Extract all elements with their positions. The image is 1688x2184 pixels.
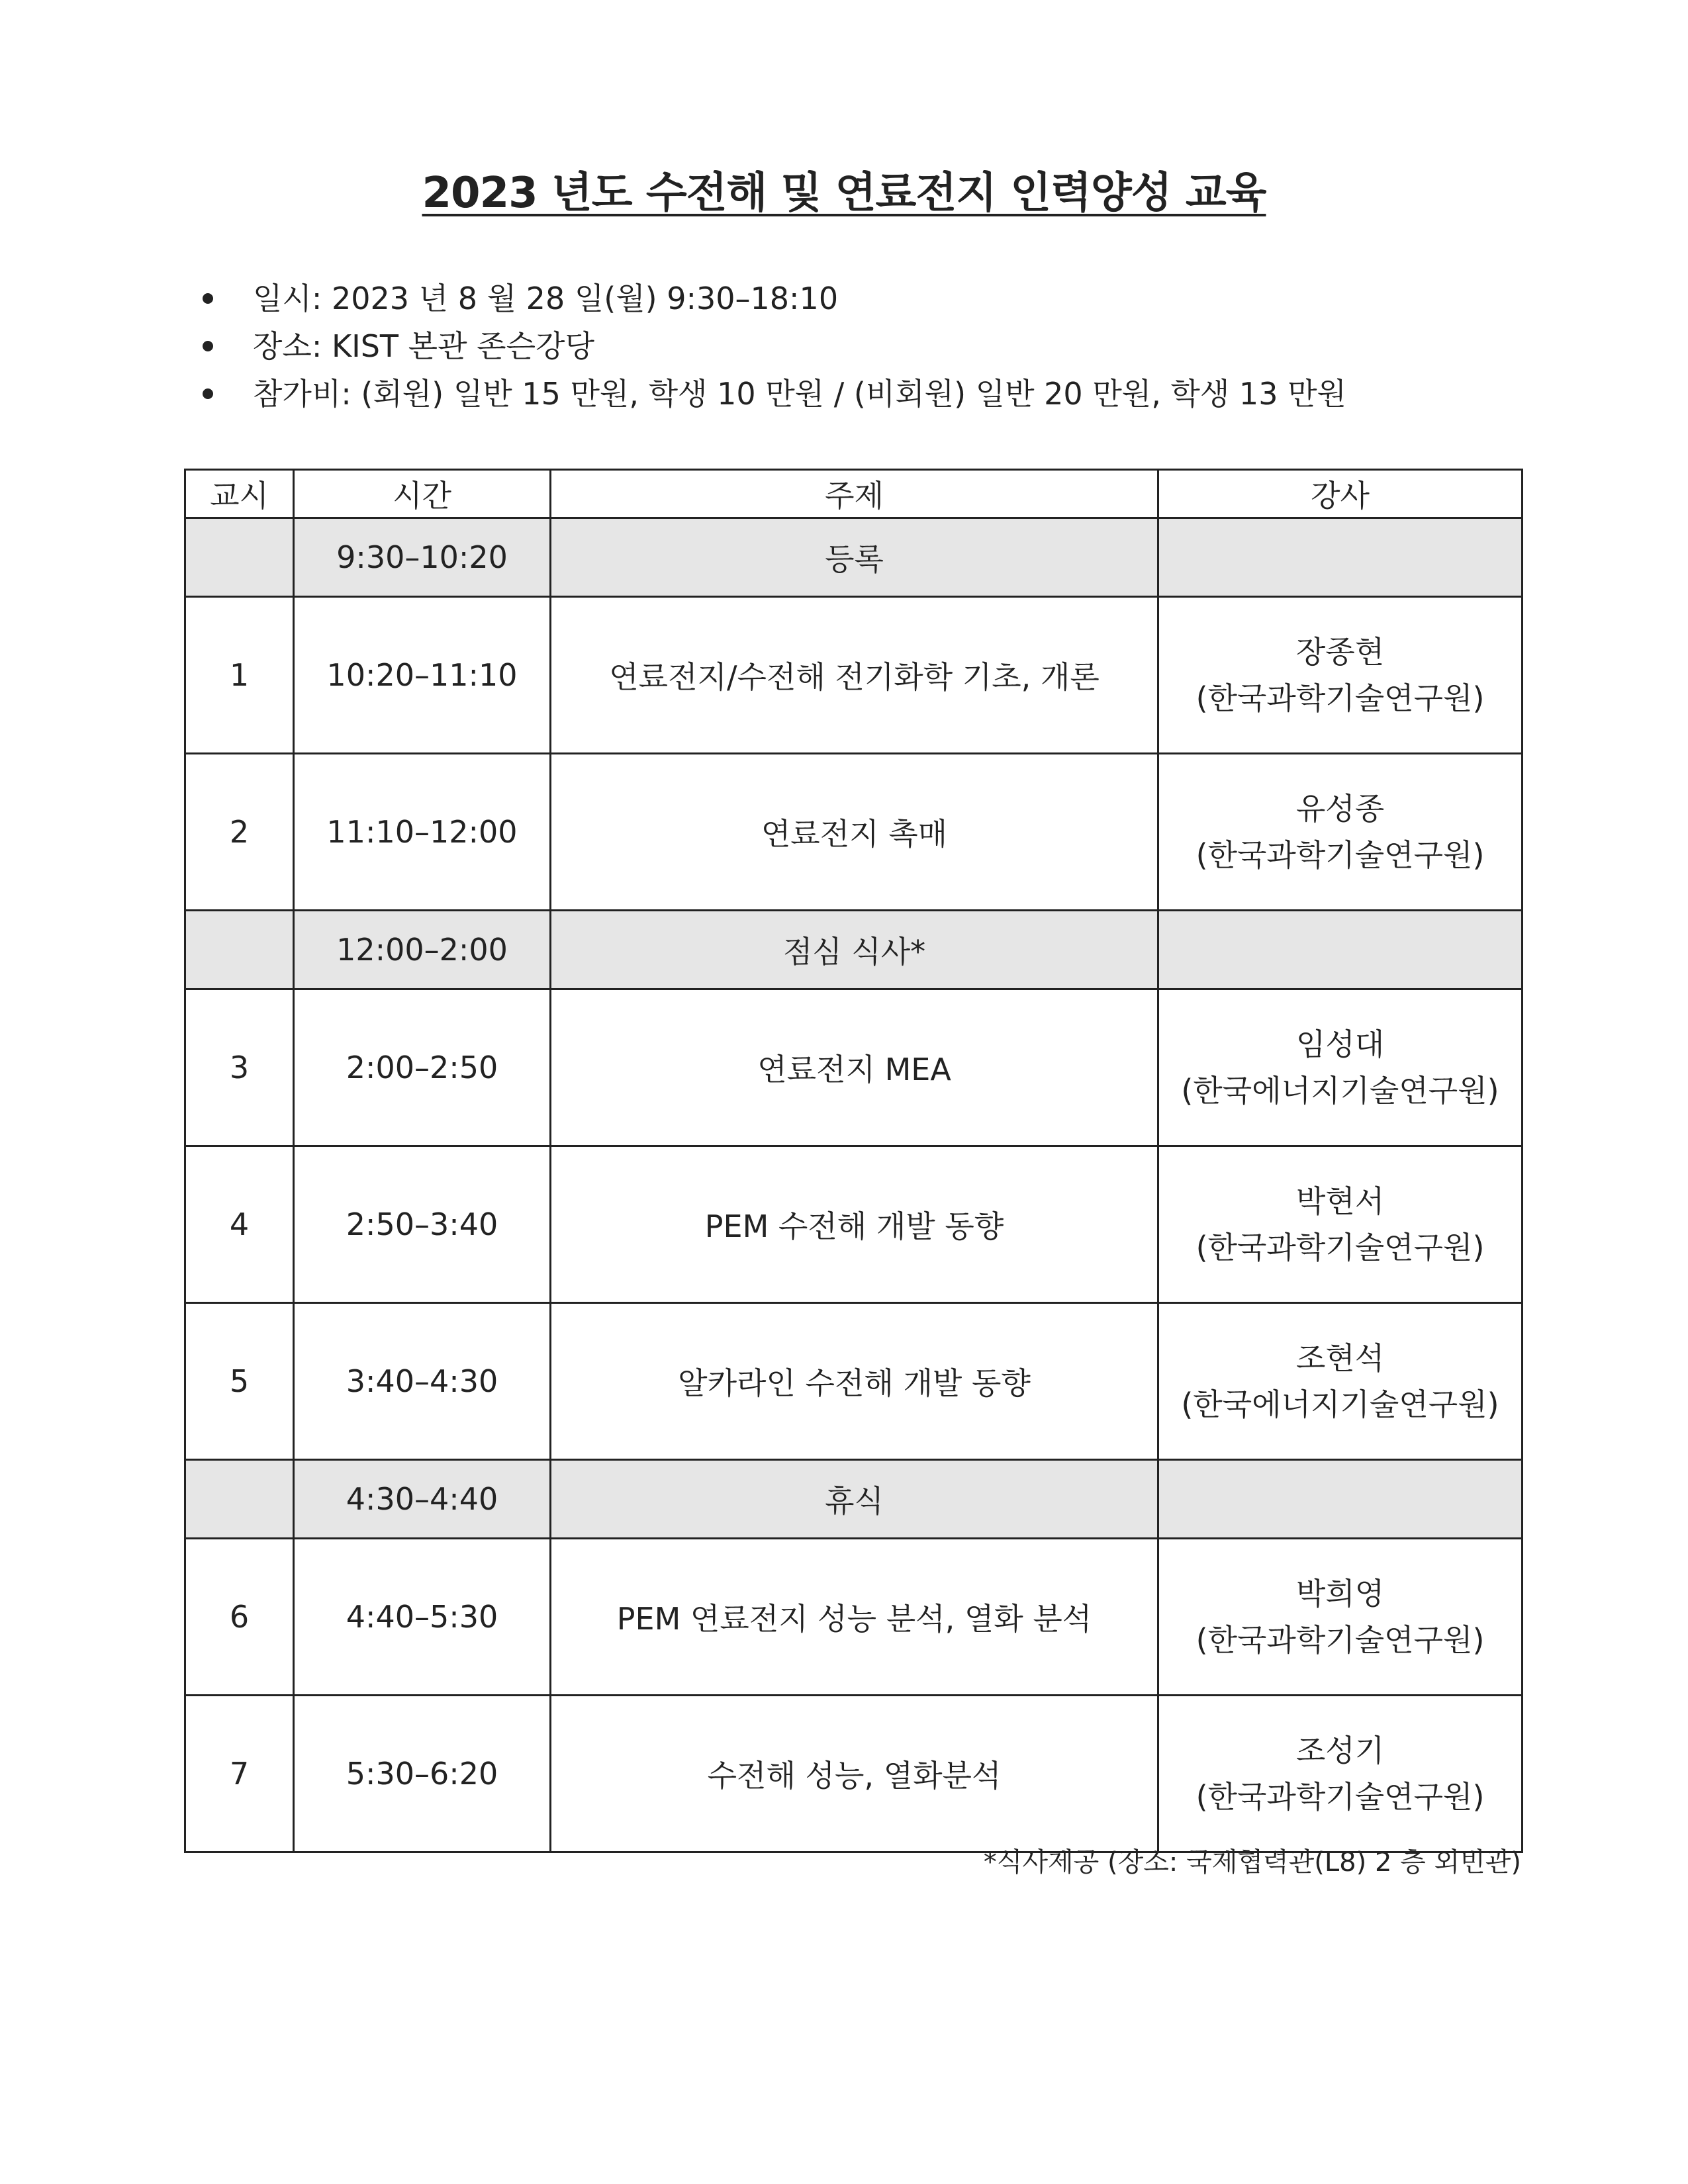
page-title: 2023 년도 수전해 및 연료전지 인력양성 교육 <box>422 169 1266 218</box>
speaker-name: 박현서 <box>1295 1183 1385 1219</box>
speaker-name: 장종현 <box>1295 634 1385 670</box>
speaker-cell <box>1158 1303 1523 1460</box>
schedule-table <box>184 469 1523 1853</box>
table-row <box>185 989 1523 1146</box>
period-cell <box>185 1460 294 1539</box>
time-cell: 10:20–11:10 <box>294 597 551 754</box>
time-cell: 4:40–5:30 <box>294 1539 551 1696</box>
speaker-name: 유성종 <box>1295 791 1385 827</box>
event-info-list <box>199 275 1346 418</box>
period-cell: 7 <box>185 1696 294 1852</box>
info-text-fee: 참가비: (회원) 일반 15 만원, 학생 10 만원 / (비회원) 일반 20 만원, 학생 13 만원 <box>253 376 1346 412</box>
footnote: *식사제공 (장소: 국제협력관(L8) 2 층 외빈관) <box>983 1847 1521 1878</box>
topic-cell: 휴식 <box>551 1460 1158 1539</box>
time-cell: 11:10–12:00 <box>294 754 551 911</box>
speaker-name: 조성기 <box>1295 1733 1385 1768</box>
speaker-cell <box>1158 989 1523 1146</box>
table-row <box>185 1303 1523 1460</box>
speaker-cell <box>1158 1460 1523 1539</box>
time-cell: 3:40–4:30 <box>294 1303 551 1460</box>
header-speaker: 강사 <box>1158 470 1523 518</box>
table-row <box>185 911 1523 989</box>
speaker-name: 임성대 <box>1295 1026 1385 1062</box>
header-topic: 주제 <box>551 470 1158 518</box>
speaker-affiliation: (한국과학기술연구원) <box>1196 1622 1485 1658</box>
time-cell: 2:50–3:40 <box>294 1146 551 1303</box>
table-header-row <box>185 470 1523 518</box>
period-cell: 2 <box>185 754 294 911</box>
time-cell: 2:00–2:50 <box>294 989 551 1146</box>
speaker-affiliation: (한국에너지기술연구원) <box>1181 1387 1499 1422</box>
topic-cell: 수전해 성능, 열화분석 <box>551 1696 1158 1852</box>
speaker-affiliation: (한국과학기술연구원) <box>1196 680 1485 716</box>
table-row <box>185 1696 1523 1852</box>
topic-cell: PEM 수전해 개발 동향 <box>551 1146 1158 1303</box>
speaker-name: 박희영 <box>1295 1576 1385 1612</box>
table-row <box>185 1146 1523 1303</box>
speaker-affiliation: (한국과학기술연구원) <box>1196 837 1485 873</box>
topic-cell: 연료전지 촉매 <box>551 754 1158 911</box>
topic-cell: 알카라인 수전해 개발 동향 <box>551 1303 1158 1460</box>
period-cell <box>185 911 294 989</box>
bullet-icon <box>203 293 213 304</box>
info-item-fee <box>199 370 1346 418</box>
speaker-cell <box>1158 1539 1523 1696</box>
period-cell: 4 <box>185 1146 294 1303</box>
time-cell: 5:30–6:20 <box>294 1696 551 1852</box>
table-row <box>185 1460 1523 1539</box>
info-item-location <box>199 322 1346 370</box>
header-period: 교시 <box>185 470 294 518</box>
speaker-cell <box>1158 911 1523 989</box>
bullet-icon <box>203 341 213 351</box>
topic-cell: 점심 식사* <box>551 911 1158 989</box>
speaker-affiliation: (한국에너지기술연구원) <box>1181 1073 1499 1109</box>
header-time: 시간 <box>294 470 551 518</box>
table-row <box>185 597 1523 754</box>
period-cell: 1 <box>185 597 294 754</box>
time-cell: 9:30–10:20 <box>294 518 551 597</box>
table-row <box>185 518 1523 597</box>
table-row <box>185 754 1523 911</box>
bullet-icon <box>203 388 213 399</box>
topic-cell: 등록 <box>551 518 1158 597</box>
speaker-name: 조현석 <box>1295 1340 1385 1376</box>
time-cell: 4:30–4:40 <box>294 1460 551 1539</box>
speaker-cell <box>1158 1696 1523 1852</box>
topic-cell: 연료전지/수전해 전기화학 기초, 개론 <box>551 597 1158 754</box>
info-text-date: 일시: 2023 년 8 월 28 일(월) 9:30–18:10 <box>253 281 839 316</box>
period-cell: 5 <box>185 1303 294 1460</box>
period-cell: 6 <box>185 1539 294 1696</box>
period-cell <box>185 518 294 597</box>
speaker-cell <box>1158 597 1523 754</box>
speaker-cell <box>1158 518 1523 597</box>
table-row <box>185 1539 1523 1696</box>
period-cell: 3 <box>185 989 294 1146</box>
time-cell: 12:00–2:00 <box>294 911 551 989</box>
speaker-affiliation: (한국과학기술연구원) <box>1196 1230 1485 1265</box>
speaker-cell <box>1158 1146 1523 1303</box>
topic-cell: PEM 연료전지 성능 분석, 열화 분석 <box>551 1539 1158 1696</box>
info-item-date <box>199 275 1346 322</box>
speaker-affiliation: (한국과학기술연구원) <box>1196 1779 1485 1815</box>
topic-cell: 연료전지 MEA <box>551 989 1158 1146</box>
info-text-location: 장소: KIST 본관 존슨강당 <box>253 328 594 364</box>
speaker-cell <box>1158 754 1523 911</box>
